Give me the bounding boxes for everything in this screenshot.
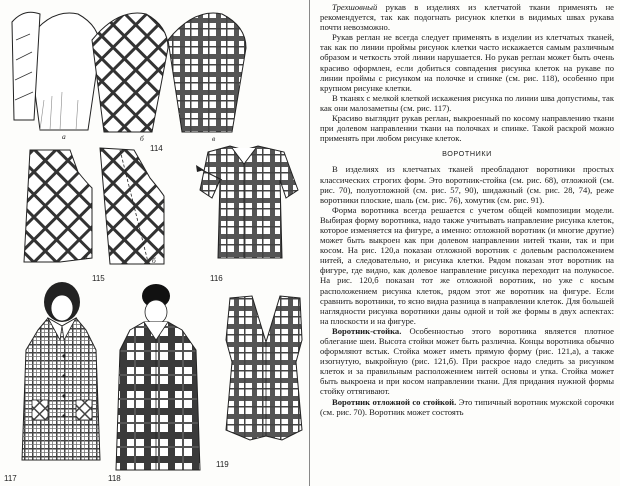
fig114-label-v: в bbox=[212, 134, 216, 143]
fig117-number: 117 bbox=[4, 474, 17, 483]
paragraph-small-check: В тканях с мелкой клеткой искажения рисунка по линии шва допустимы, так как они малозаметны (см. рис. 117). bbox=[320, 92, 614, 113]
column-divider bbox=[309, 0, 310, 486]
fig114-label-b: б bbox=[140, 134, 144, 143]
fig114-label-a: а bbox=[62, 132, 66, 141]
fig119-number: 119 bbox=[216, 460, 229, 469]
woman-plaid-coat bbox=[22, 282, 100, 460]
bodice-pattern-a bbox=[24, 150, 92, 262]
paragraph-raglan: Рукав реглан не всегда следует применять в изделии из клетчатых тканей, так как по линии проймы рисунок клетки часто искажается самым различным образом и четкость этой линии нарушается. Но рукав реглан может быть очень красиво оформлен, если добиться совпадения рисунка клеток на рукаве по линии проймы с рисунком на полочке и спинке (см. рис. 118), особенно при крупном рисунке клетки. bbox=[320, 32, 614, 93]
fig115-label-a: а bbox=[84, 252, 88, 261]
paragraph-text: Это типичный воротник мужской сорочки (см. рис. 70). Воротник может состоять bbox=[320, 396, 614, 417]
paragraph-collar-forms: В изделиях из клетчатых тканей преобладают воротники простых классических строгих форм. Это воротник-стойка (см. рис. 68), отложной (см. рис. 70), полуотложной (см. рис. 57, 90), шидажный (см. рис. 28, 74), реже воротники плоские, шаль (см. рис. 76), хомутик (см. рис. 91). bbox=[320, 164, 614, 205]
raglan-plaid-coat bbox=[116, 284, 200, 470]
text-column bbox=[320, 2, 614, 484]
fig118-number: 118 bbox=[108, 474, 121, 483]
bodice-pattern-b bbox=[100, 148, 164, 264]
paragraph-turndown-collar bbox=[320, 397, 614, 417]
term-turndown-collar: Воротник отложной со стойкой. bbox=[332, 396, 457, 407]
paragraph-stand-collar bbox=[320, 326, 614, 397]
paragraph-bias-raglan: Красиво выглядит рукав реглан, выкроенный по косому направлению ткани при долевом направлении ткани на полочках и спинке. Такой раскрой можно применять при любом рисунке клеток. bbox=[320, 113, 614, 144]
term-three-seam: Трехшовный bbox=[332, 2, 378, 12]
sleeve-pattern-extra bbox=[12, 12, 40, 120]
fig114-number: 114 bbox=[150, 144, 163, 153]
sleeve-pattern-v bbox=[168, 13, 246, 132]
section-heading-collars: ВОРОТНИКИ bbox=[442, 149, 492, 159]
sleeve-pattern-b bbox=[92, 13, 168, 132]
paragraph-three-seam-sleeve bbox=[320, 2, 614, 32]
fig116-number: 116 bbox=[210, 274, 223, 283]
fig115-number: 115 bbox=[92, 274, 105, 283]
paragraph-text: рукав в изделиях из клетчатой ткани применять не рекомендуется, так как подогнать рисунок клетки в видимых швах рукава почти невозможно. bbox=[320, 2, 614, 33]
paragraph-text: Особенностью этого воротника является плотное облегание шеи. Высота стойки может быть различна. Концы воротника обычно оформляют встык. Стойка может иметь прямую форму (рис. 121,а), а также изогнутую, выкройную (рис. 121,б). При раскрое надо следить за рисунком клеток и за правильным расположением нитей основы и утка. Стойка может быть выкроена и при косом направлении ткани. Для придания нужной формы стойку оттягивают. bbox=[320, 325, 614, 397]
plaid-vest bbox=[226, 296, 302, 440]
paragraph-collar-direction: Форма воротника всегда решается с учетом общей композиции модели. Выбирая форму воротника, надо также учитывать направление рисунка клеток, которое изменяется на фигуре, а именно: отложной воротник (и многие другие) может быть выкроен как при долевом направлении нитей ткани, так и при косом. На рис. 120,а показан отложной воротник с долевым расположением нитей, а следовательно, и рисунка клетки. Рядом показан этот воротник на фигуре, где видно, как долевое направление рисунка переходит на полукосое. На рис. 120,б показан тот же отложной воротник, но уже с косым расположением рисунка клеток, рядом этот же воротник на фигуре. Если сравнить воротники, то ясно видна разница в направлении клеток. Для большей наглядности рисунка воротники даны одной и той же формы в двух аспектах: на плоскости и на фигуре. bbox=[320, 204, 614, 326]
fig115-label-b: б bbox=[152, 256, 156, 265]
plaid-shirt bbox=[196, 146, 298, 258]
term-stand-collar: Воротник-стойка. bbox=[332, 325, 402, 336]
